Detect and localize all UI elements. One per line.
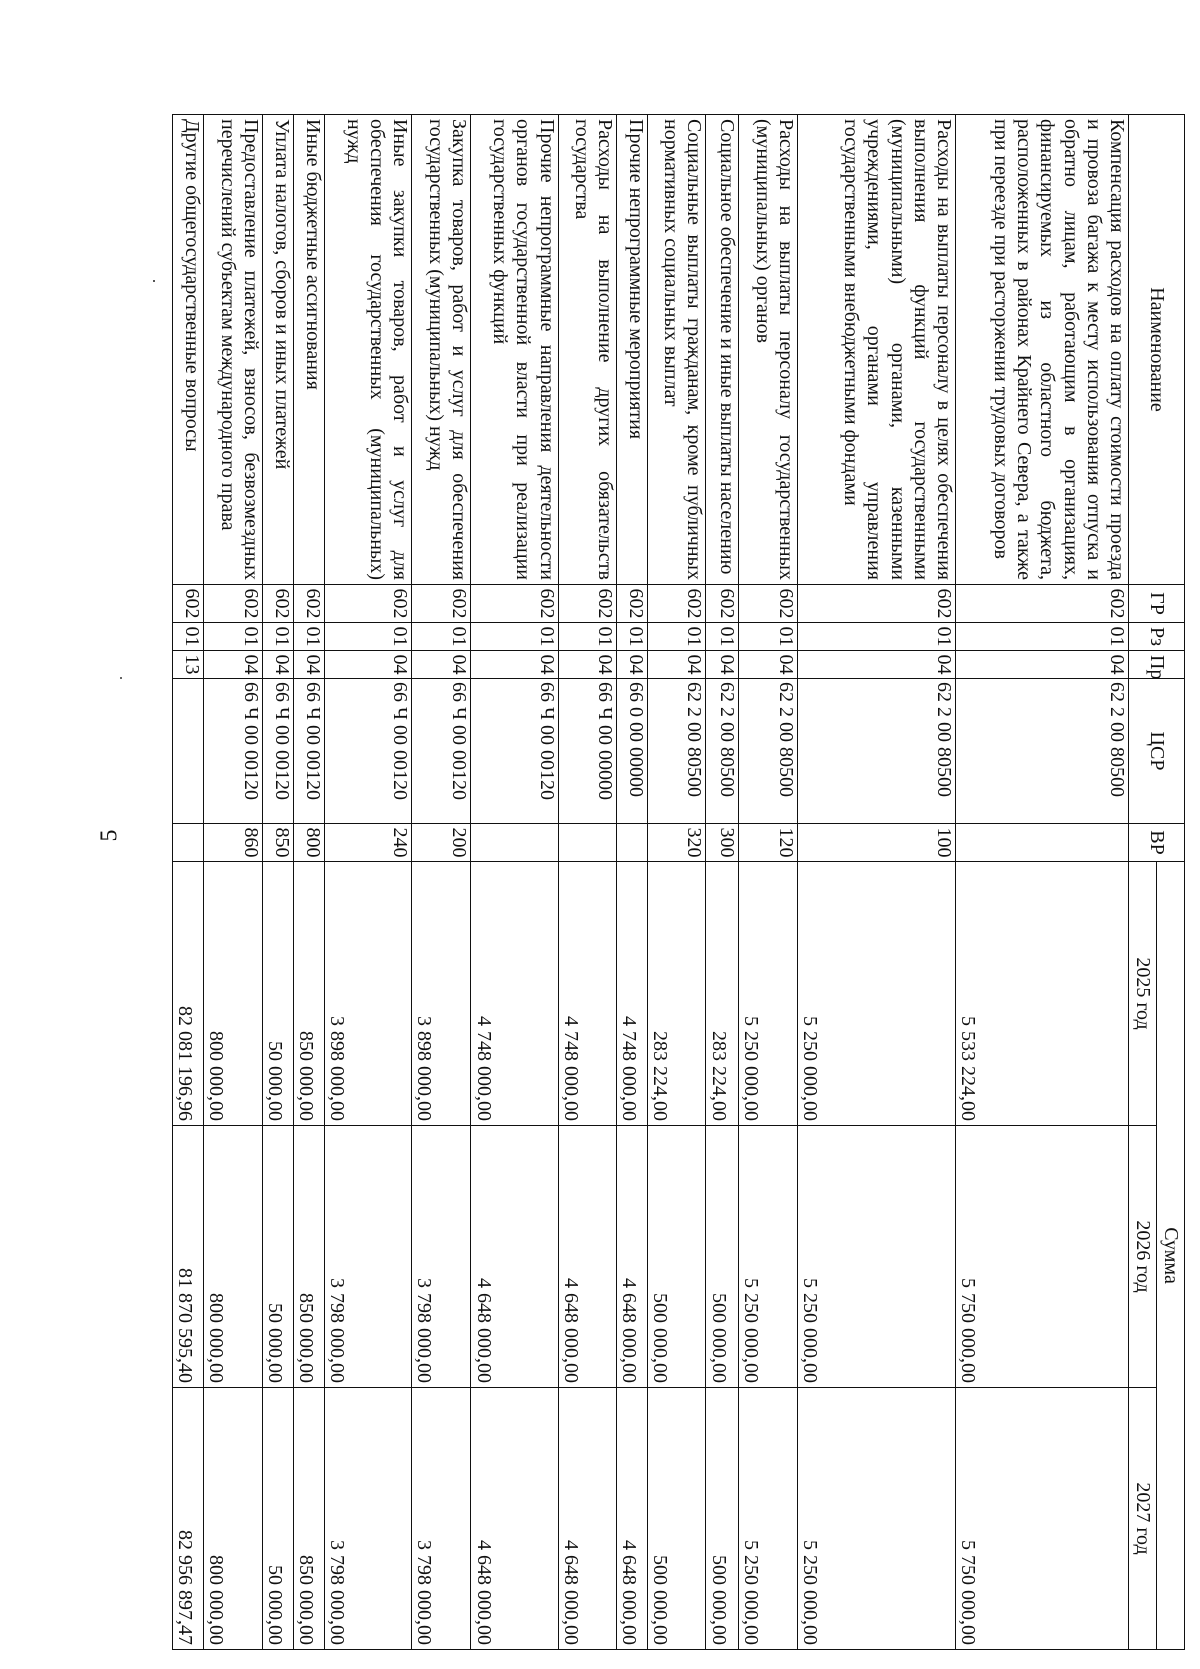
row-gr: 602 [617,585,648,623]
row-pr: 04 [706,651,738,679]
header-name: Наименование [1129,115,1185,585]
row-name: Закупка товаров, работ и услуг для обеспечения государственных (муниципальных) нужд [412,115,471,585]
table-row [558,115,617,1650]
row-sum-2025: 4 748 000,00 [617,862,648,1126]
row-name: Социальные выплаты гражданам, кроме публичных нормативных социальных выплат [647,115,706,585]
table-row [738,115,797,1650]
row-name: Другие общегосударственные вопросы [173,115,204,585]
row-sum-2027: 5 250 000,00 [738,1388,797,1650]
row-vr [617,824,648,862]
row-rz: 01 [173,623,204,651]
row-sum-2027: 50 000,00 [263,1388,294,1650]
row-sum-2027: 82 956 897,47 [173,1388,204,1650]
row-csr: 62 2 00 80500 [706,679,738,824]
row-name: Иные бюджетные ассигнования [294,115,325,585]
table-row [797,115,955,1650]
row-sum-2027: 5 250 000,00 [797,1388,955,1650]
row-rz: 01 [325,623,412,651]
row-csr: 62 2 00 80500 [738,679,797,824]
row-vr [471,824,558,862]
table-row [412,115,471,1650]
table-row [647,115,706,1650]
row-sum-2026: 81 870 595,40 [173,1126,204,1388]
row-pr: 13 [173,651,204,679]
header-year-2026: 2026 год [1129,1126,1157,1388]
row-sum-2025: 5 250 000,00 [797,862,955,1126]
row-name: Компенсация расходов на оплату стоимости проезда и провоза багажа к месту использования отпуска и обратно лицам, работающим в организациях, финансируемых из областного бюджета, расположенных в районах Крайнего Севера, а также при переезде при расторжении трудовых договоров [955,115,1128,585]
header-sum: Сумма [1157,862,1185,1650]
row-csr: 62 2 00 80500 [955,679,1128,824]
row-vr [955,824,1128,862]
row-vr: 800 [294,824,325,862]
row-sum-2025: 850 000,00 [294,862,325,1126]
row-pr: 04 [558,651,617,679]
row-vr [558,824,617,862]
row-vr [173,824,204,862]
row-gr: 602 [647,585,706,623]
rotated-table-container [172,114,1185,1649]
row-pr: 04 [738,651,797,679]
row-sum-2026: 5 250 000,00 [797,1126,955,1388]
row-gr: 602 [955,585,1128,623]
row-vr: 300 [706,824,738,862]
table-row [471,115,558,1650]
row-rz: 01 [203,623,262,651]
budget-table [172,114,1185,1650]
row-sum-2025: 3 898 000,00 [325,862,412,1126]
row-gr: 602 [263,585,294,623]
row-csr: 66 Ч 00 00000 [558,679,617,824]
row-gr: 602 [173,585,204,623]
row-sum-2027: 3 798 000,00 [325,1388,412,1650]
header-year-2027: 2027 год [1129,1388,1157,1650]
row-sum-2027: 800 000,00 [203,1388,262,1650]
header-gr: ГР [1129,585,1185,623]
row-vr: 240 [325,824,412,862]
row-pr: 04 [617,651,648,679]
row-sum-2026: 4 648 000,00 [471,1126,558,1388]
row-gr: 602 [558,585,617,623]
row-sum-2025: 5 250 000,00 [738,862,797,1126]
row-rz: 01 [797,623,955,651]
row-rz: 01 [471,623,558,651]
row-sum-2025: 4 748 000,00 [471,862,558,1126]
row-sum-2026: 3 798 000,00 [412,1126,471,1388]
row-vr: 850 [263,824,294,862]
row-pr: 04 [294,651,325,679]
header-vr: ВР [1129,824,1185,862]
row-csr: 66 Ч 00 00120 [294,679,325,824]
row-vr: 320 [647,824,706,862]
table-row [955,115,1128,1650]
table-row [325,115,412,1650]
row-sum-2026: 4 648 000,00 [558,1126,617,1388]
table-row [263,115,294,1650]
row-sum-2025: 3 898 000,00 [412,862,471,1126]
row-csr [173,679,204,824]
row-rz: 01 [263,623,294,651]
row-name: Уплата налогов, сборов и иных платежей [263,115,294,585]
table-body [173,115,1129,1650]
row-sum-2026: 4 648 000,00 [617,1126,648,1388]
row-rz: 01 [558,623,617,651]
row-name: Расходы на выплаты персоналу государственных (муниципальных) органов [738,115,797,585]
row-sum-2026: 3 798 000,00 [325,1126,412,1388]
table-row [706,115,738,1650]
row-rz: 01 [706,623,738,651]
row-name: Расходы на выполнение других обязательств государства [558,115,617,585]
row-pr: 04 [263,651,294,679]
row-sum-2025: 5 533 224,00 [955,862,1128,1126]
row-sum-2025: 800 000,00 [203,862,262,1126]
row-rz: 01 [412,623,471,651]
row-gr: 602 [203,585,262,623]
row-gr: 602 [294,585,325,623]
row-sum-2025: 82 081 196,96 [173,862,204,1126]
row-sum-2027: 3 798 000,00 [412,1388,471,1650]
page-number: 5 [96,829,123,842]
scan-speck [153,280,155,282]
table-row [203,115,262,1650]
row-vr: 200 [412,824,471,862]
row-sum-2027: 4 648 000,00 [471,1388,558,1650]
row-name: Предоставление платежей, взносов, безвозмездных перечислений субъектам международного права [203,115,262,585]
row-name: Иные закупки товаров, работ и услуг для обеспечения государственных (муниципальных) нужд [325,115,412,585]
header-csr: ЦСР [1129,679,1185,824]
row-vr: 860 [203,824,262,862]
row-rz: 01 [294,623,325,651]
row-sum-2027: 500 000,00 [706,1388,738,1650]
row-sum-2026: 800 000,00 [203,1126,262,1388]
table-row [294,115,325,1650]
row-pr: 04 [471,651,558,679]
row-pr: 04 [647,651,706,679]
row-sum-2027: 5 750 000,00 [955,1388,1128,1650]
row-pr: 04 [203,651,262,679]
row-gr: 602 [797,585,955,623]
row-csr: 62 2 00 80500 [797,679,955,824]
row-vr: 120 [738,824,797,862]
row-rz: 01 [617,623,648,651]
table-row [173,115,204,1650]
row-pr: 04 [797,651,955,679]
scan-speck [120,677,122,679]
row-pr: 04 [955,651,1128,679]
table-row [617,115,648,1650]
row-sum-2027: 850 000,00 [294,1388,325,1650]
row-rz: 01 [738,623,797,651]
row-gr: 602 [412,585,471,623]
row-sum-2026: 850 000,00 [294,1126,325,1388]
header-pr: Пр [1129,651,1185,679]
header-year-2025: 2025 год [1129,862,1157,1126]
row-csr: 66 Ч 00 00120 [412,679,471,824]
row-sum-2026: 500 000,00 [706,1126,738,1388]
row-name: Прочие непрограммные направления деятельности органов государственной власти при реализации государственных функций [471,115,558,585]
row-sum-2025: 4 748 000,00 [558,862,617,1126]
row-rz: 01 [955,623,1128,651]
row-pr: 04 [325,651,412,679]
row-sum-2027: 4 648 000,00 [617,1388,648,1650]
row-sum-2025: 283 224,00 [706,862,738,1126]
row-csr: 66 0 00 00000 [617,679,648,824]
row-csr: 62 2 00 80500 [647,679,706,824]
row-gr: 602 [738,585,797,623]
row-csr: 66 Ч 00 00120 [203,679,262,824]
row-sum-2026: 5 250 000,00 [738,1126,797,1388]
row-csr: 66 Ч 00 00120 [471,679,558,824]
row-sum-2025: 50 000,00 [263,862,294,1126]
row-name: Социальное обеспечение и иные выплаты населению [706,115,738,585]
row-csr: 66 Ч 00 00120 [263,679,294,824]
row-name: Расходы на выплаты персоналу в целях обеспечения выполнения функций государственными (муниципальными) органами, казенными учреждениями, органами управления государственными внебюджетными фондами [797,115,955,585]
row-gr: 602 [471,585,558,623]
row-sum-2026: 5 750 000,00 [955,1126,1128,1388]
row-rz: 01 [647,623,706,651]
row-sum-2027: 4 648 000,00 [558,1388,617,1650]
row-sum-2025: 283 224,00 [647,862,706,1126]
header-rz: Рз [1129,623,1185,651]
row-sum-2026: 50 000,00 [263,1126,294,1388]
row-csr: 66 Ч 00 00120 [325,679,412,824]
row-gr: 602 [706,585,738,623]
row-name: Прочие непрограммные мероприятия [617,115,648,585]
row-sum-2026: 500 000,00 [647,1126,706,1388]
row-sum-2027: 500 000,00 [647,1388,706,1650]
row-vr: 100 [797,824,955,862]
row-gr: 602 [325,585,412,623]
row-pr: 04 [412,651,471,679]
